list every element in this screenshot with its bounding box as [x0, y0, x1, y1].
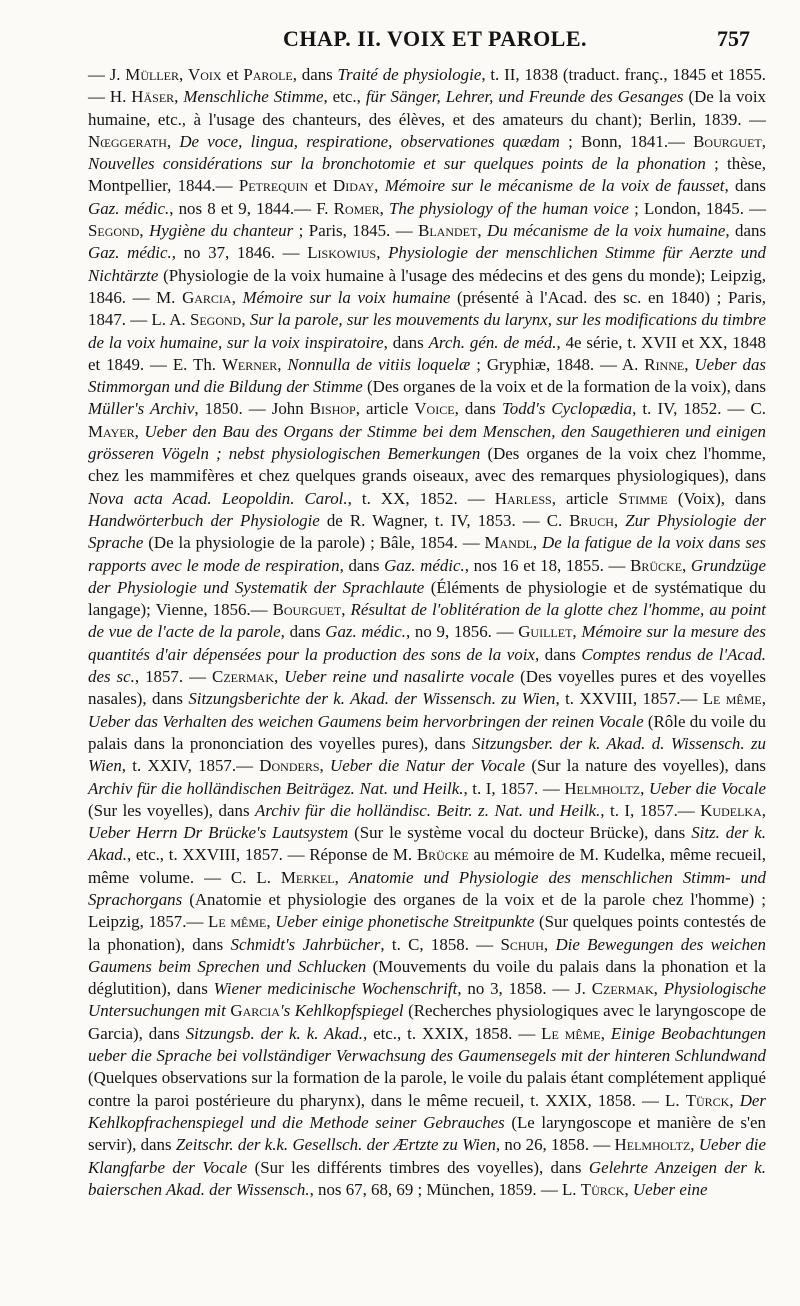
text-run: (présenté à l'Acad. des sc. en 1840) ; Paris, 1847. — L. A. [88, 287, 766, 330]
italic-text-run: Ueber das Verhalten des weichen Gaumens beim hervorbringen der reinen Vocale [88, 711, 644, 731]
text-run: , [376, 243, 389, 263]
italic-text-run: Physiologische Untersuchungen mit [88, 979, 766, 1021]
text-run: (Le laryngoscope et manière de s'en servir), dans [88, 1112, 766, 1155]
text-run: , t. XXIV, 1857.— [121, 756, 260, 776]
italic-text-run: Gelehrte Anzeigen der k. baierschen Akad. der Wissensch. [88, 1157, 766, 1199]
author-name-run: Rinne [644, 354, 685, 374]
text-run: , 1850. — John [194, 399, 310, 419]
text-run: , [241, 310, 250, 330]
author-name-run: Bourguet [272, 600, 342, 620]
text-run: (Sur la nature des voyelles), dans [525, 756, 766, 776]
author-name-run: Harless [494, 488, 552, 508]
author-name-run: Le même [702, 689, 762, 709]
text-run: , dans [454, 399, 502, 419]
author-name-run: Liskowius [307, 243, 377, 263]
author-name-run: Donders [259, 756, 320, 776]
text-run: (Anatomie et physiologie des organes de la voix et de la parole chez l'homme) ; Leipzig, 1857.— [88, 889, 766, 932]
text-run: (Recherches physiologiques avec le laryngoscope de Garcia), dans [88, 1001, 766, 1043]
italic-text-run: Gaz. médic. [325, 622, 406, 642]
text-run: , nos 16 et 18, 1855. — [464, 555, 631, 575]
text-run: , t. II, 1838 (traduct. franç., 1845 et 1855.— H. [88, 65, 766, 107]
italic-text-run: Résultat de l'oblitération de la glotte chez l'homme, au point de vue de l'acte de la parole [88, 600, 766, 642]
text-run: , no 26, 1858. — [495, 1135, 615, 1155]
text-run: (Voix), dans [667, 488, 766, 508]
italic-text-run: Mémoire sur le mécanisme de la voix de fausset [384, 176, 725, 196]
italic-text-run: Nonnulla de vitiis loquelæ [287, 354, 471, 374]
text-run: , [374, 176, 385, 196]
text-run: , dans [725, 221, 767, 241]
italic-text-run: Wiener medicinische Wochenschrift [213, 979, 458, 999]
italic-text-run: De la fatigue de la voix dans ses rapports avec le mode de respiration [88, 533, 766, 575]
text-run: , dans [724, 176, 766, 196]
text-run: , t. XXVIII, 1857.— [555, 689, 703, 709]
text-run: , etc., [323, 87, 366, 107]
author-name-run: Czermak [591, 979, 654, 999]
text-run: , dans [383, 332, 429, 352]
italic-text-run: Sitzungsb. der k. k. Akad. [185, 1023, 363, 1043]
text-run: ; Bonn, 1841.— [559, 131, 694, 151]
text-run: (Éléments de physiologie et de systématique du langage); Vienne, 1856.— [88, 577, 766, 620]
author-name-run: Blandet [418, 221, 478, 241]
text-run: , [761, 800, 766, 820]
text-run: , [334, 867, 349, 887]
text-run: (De la voix humaine, etc., à l'usage des chanteurs, des élèves, et des amateurs du chant); Berlin, 1839. — [88, 87, 766, 129]
text-run: , 4e série, t. XVII et XX, 1848 et 1849. — E. Th. [88, 332, 766, 374]
author-name-run: Petrequin [238, 176, 309, 196]
text-run: , [600, 1023, 611, 1043]
italic-text-run: Sur la parole, sur les mouvements du larynx, sur les modifications du timbre de la voix humaine, sur la voix inspiratoire [88, 310, 766, 352]
author-name-run: Türck [580, 1179, 625, 1199]
text-run: , [277, 354, 288, 374]
text-run: (Sur les différents timbres des voyelles), dans [247, 1157, 589, 1177]
italic-text-run: Comptes rendus de l'Acad. des sc. [88, 644, 766, 687]
text-run: , [761, 689, 766, 709]
italic-text-run: Arch. gén. de méd. [428, 332, 557, 352]
text-run: ; thèse, Montpellier, 1844.— [88, 154, 766, 196]
author-name-run: Garcia [230, 1001, 280, 1021]
text-run: — J. [88, 65, 126, 84]
author-name-run: Czermak [212, 667, 274, 687]
author-name-run: Mandl [484, 533, 533, 553]
text-run: (De la physiologie de la parole) ; Bâle, 1854. — [143, 533, 485, 553]
text-run: , [166, 131, 180, 151]
author-name-run: Segond [88, 221, 140, 241]
italic-text-run: Ueber die Vocale [648, 778, 767, 798]
text-run: (Mouvements du voile du palais dans la phonation et la déglutition), dans [88, 956, 766, 999]
italic-text-run: Mémoire sur la voix humaine [242, 287, 451, 307]
text-run: ; London, 1845. — [628, 198, 767, 218]
text-run: , [543, 934, 556, 954]
italic-text-run: Ueber eine [632, 1179, 708, 1199]
text-run: , t. I, 1857.— [600, 800, 701, 820]
italic-text-run: Die Bewegungen des weichen Gaumens beim Sprechen und Schlucken [88, 934, 766, 976]
text-run: , nos 8 et 9, 1844.— F. [169, 198, 334, 218]
text-run: , [624, 1179, 633, 1199]
italic-text-run: Nova acta Acad. Leopoldin. Carol. [88, 488, 348, 508]
text-run: , etc., t. XXIX, 1858. — [362, 1023, 542, 1043]
italic-text-run: Ueber das Stimmorgan und die Bildung der Stimme [88, 354, 766, 397]
author-name-run: Brücke [630, 555, 683, 575]
italic-text-run: Traité de physiologie [337, 65, 482, 84]
text-run: , [273, 667, 285, 687]
text-run: , [640, 778, 649, 798]
text-run: (Physiologie de la voix humaine à l'usage des médecins et des gens du monde); Leipzig, 1846. — M. [88, 265, 766, 307]
italic-text-run: Gaz. médic. [88, 198, 170, 218]
text-run: , [613, 510, 626, 530]
text-run: , [266, 912, 276, 932]
text-run: , [178, 65, 189, 84]
text-run: (Des voyelles pures et des voyelles nasales), dans [88, 667, 766, 709]
author-name-run: Voix [188, 65, 222, 84]
text-run: , [684, 354, 695, 374]
author-name-run: Müller [125, 65, 179, 84]
text-run: (Des organes de la voix chez l'homme, chez les mammifères et chez quelques grands oiseaux, avec des remarques physiologiques), dans [88, 444, 766, 486]
text-run: , nos 67, 68, 69 ; München, 1859. — L. [309, 1179, 581, 1199]
text-run: , [572, 622, 582, 642]
italic-text-run: Zeitschr. der k.k. Gesellsch. der Ærtzte zu Wien [175, 1135, 496, 1155]
text-run: , article [355, 399, 415, 419]
author-name-run: Garcia [182, 287, 232, 307]
italic-text-run: Sitzungsber. der k. Akad. d. Wissensch. zu Wien [88, 733, 767, 776]
author-name-run: Diday [333, 176, 375, 196]
italic-text-run: Einige Beobachtungen ueber die Sprache bei vollständiger Verwachsung des Gaumensegels mit der hinteren Schlundwand [88, 1023, 766, 1066]
page-number: 757 [717, 26, 750, 51]
text-run: ; Paris, 1845. — [293, 221, 419, 241]
text-run: (Des organes de la voix et de la formation de la voix), dans [362, 377, 766, 397]
author-name-run: Türck [685, 1090, 730, 1110]
text-run: , article [551, 488, 619, 508]
italic-text-run: Sitzungsberichte der k. Akad. der Wissensch. zu Wien [188, 689, 556, 709]
italic-text-run: Hygiène du chanteur [149, 221, 294, 241]
author-name-run: Le même [208, 912, 267, 932]
italic-text-run: Handwörterbuch der Physiologie [88, 510, 320, 530]
italic-text-run: The physiology of the human voice [389, 198, 629, 218]
italic-text-run: Ueber einige phonetische Streitpunkte [275, 912, 535, 932]
italic-text-run: Grundzüge der Physiologie und Systematik der Sprachlaute [88, 555, 766, 597]
author-name-run: Kudelka [700, 800, 762, 820]
text-run: , [139, 221, 150, 241]
text-run: , dans [280, 622, 326, 642]
italic-text-run: Ueber den Bau des Organs der Stimme bei dem Menschen, den Saugethieren und einigen grösseren Vögeln ; nebst physiologischen Bemerkungen [88, 421, 766, 464]
italic-text-run: Menschliche Stimme [183, 87, 324, 107]
italic-text-run: Ueber Herrn Dr Brücke's Lautsystem [88, 823, 349, 843]
text-run: , [341, 600, 351, 620]
author-name-run: Werner [221, 354, 278, 374]
text-run: , t. C, 1858. — [380, 934, 501, 954]
italic-text-run: Schmidt's Jahrbücher [230, 934, 381, 954]
text-run: , [653, 979, 664, 999]
text-run: , 1857. — [134, 667, 213, 687]
text-run: , [690, 1135, 699, 1155]
author-name-run: Brücke [416, 845, 469, 865]
author-name-run: Helmholtz [614, 1135, 691, 1155]
text-run: et [308, 176, 334, 196]
text-run: , [174, 87, 184, 107]
text-run: et [221, 65, 244, 84]
italic-text-run: Müller's Archiv [88, 399, 195, 419]
italic-text-run: Ueber die Natur der Vocale [330, 756, 526, 776]
author-name-run: Bourguet [693, 131, 762, 151]
text-run: de R. Wagner, t. IV, 1853. — C. [319, 510, 570, 530]
text-run: , no 9, 1856. — [405, 622, 519, 642]
author-name-run: Parole [243, 65, 293, 84]
author-name-run: Romer [333, 198, 380, 218]
author-name-run: Nœggerath [88, 131, 167, 151]
text-run: , [682, 555, 691, 575]
text-run: (Rôle du voile du palais dans la prononciation des voyelles pures), dans [88, 711, 766, 753]
text-run: , dans [534, 644, 582, 664]
author-name-run: Voice [414, 399, 455, 419]
text-run: ; Gryphiæ, 1848. — A. [470, 354, 645, 374]
italic-text-run: Ueber die Klangfarbe der Vocale [88, 1135, 766, 1177]
italic-text-run: Anatomie und Physiologie des menschlichen Stimm- und Sprachorgans [88, 867, 766, 909]
italic-text-run: Kehlkopfspiegel [294, 1001, 404, 1021]
italic-text-run: 's [279, 1001, 295, 1021]
italic-text-run: Nouvelles considérations sur la bronchotomie et sur quelques points de la phonation [88, 154, 706, 174]
text-run: , no 37, 1846. — [171, 243, 308, 263]
italic-text-run: Du mécanisme de la voix humaine [487, 221, 726, 241]
text-run: , [729, 1090, 740, 1110]
italic-text-run: De voce, lingua, respiratione, observationes quædam [179, 131, 560, 151]
author-name-run: Helmholtz [564, 778, 641, 798]
text-run: , dans [292, 65, 338, 84]
author-name-run: Segond [189, 310, 242, 330]
author-name-run: Bruch [569, 510, 614, 530]
text-run: , [761, 131, 766, 151]
text-run: , [477, 221, 488, 241]
text-run: , t. IV, 1852. — C. [632, 399, 766, 419]
italic-text-run: Todd's Cyclopædia [501, 399, 633, 419]
chapter-title: CHAP. II. VOIX ET PAROLE. [283, 26, 588, 51]
text-run: , [231, 287, 243, 307]
text-run: au mémoire de M. Kudelka, même recueil, même volume. — C. L. [88, 845, 766, 887]
author-name-run: Schuh [500, 934, 544, 954]
text-run: (Quelques observations sur la formation de la parole, le voile du palais étant complétement appliqué contre la paroi postérieure du pharynx), dans le même recueil, t. XXIX, 1858. — L. [88, 1068, 766, 1110]
text-run: (Sur les voyelles), dans [88, 800, 256, 820]
text-run: , t. I, 1857. — [463, 778, 565, 798]
author-name-run: Le même [541, 1023, 601, 1043]
italic-text-run: Gaz. médic. [88, 243, 172, 263]
text-run: , dans [339, 555, 385, 575]
author-name-run: Mayer [88, 421, 135, 441]
author-name-run: Merkel [280, 867, 335, 887]
italic-text-run: Archiv für die holländischen Beiträgez. Nat. und Heilk. [88, 778, 464, 798]
italic-text-run: Physiologie der menschlichen Stimme für Aerzte und Nichtärzte [88, 243, 767, 285]
italic-text-run: Sitz. der k. Akad. [88, 823, 766, 865]
italic-text-run: Ueber reine und nasalirte vocale [284, 667, 515, 687]
text-run: , [319, 756, 331, 776]
author-name-run: Stimme [618, 488, 668, 508]
text-run: , no 3, 1858. — J. [457, 979, 592, 999]
italic-text-run: Der Kehlkopfrachenspiegel und die Methode seiner Gebrauches [88, 1090, 767, 1132]
bibliography-paragraph [88, 64, 766, 1201]
author-name-run: Häser [131, 87, 175, 107]
text-run: (Sur le système vocal du docteur Brücke), dans [348, 823, 692, 843]
italic-text-run: Archiv für die holländisc. Beitr. z. Nat. und Heilk. [255, 800, 601, 820]
running-header [88, 26, 760, 56]
text-run: (Sur quelques points contestés de la phonation), dans [88, 912, 766, 954]
italic-text-run: für Sänger, Lehrer, und Freunde des Gesanges [365, 87, 684, 107]
author-name-run: Guillet [518, 622, 573, 642]
text-run: , [134, 421, 145, 441]
italic-text-run: Mémoire sur la mesure des quantités d'air dépensées pour la production des sons de la voix [88, 622, 766, 664]
text-run: , t. XX, 1852. — [347, 488, 495, 508]
italic-text-run: Zur Physiologie der Sprache [88, 510, 766, 553]
text-run: , [532, 533, 543, 553]
author-name-run: Bishop [309, 399, 356, 419]
text-run: , [379, 198, 390, 218]
italic-text-run: Gaz. médic. [384, 555, 465, 575]
text-run: , etc., t. XXVIII, 1857. — Réponse de M. [126, 845, 417, 865]
